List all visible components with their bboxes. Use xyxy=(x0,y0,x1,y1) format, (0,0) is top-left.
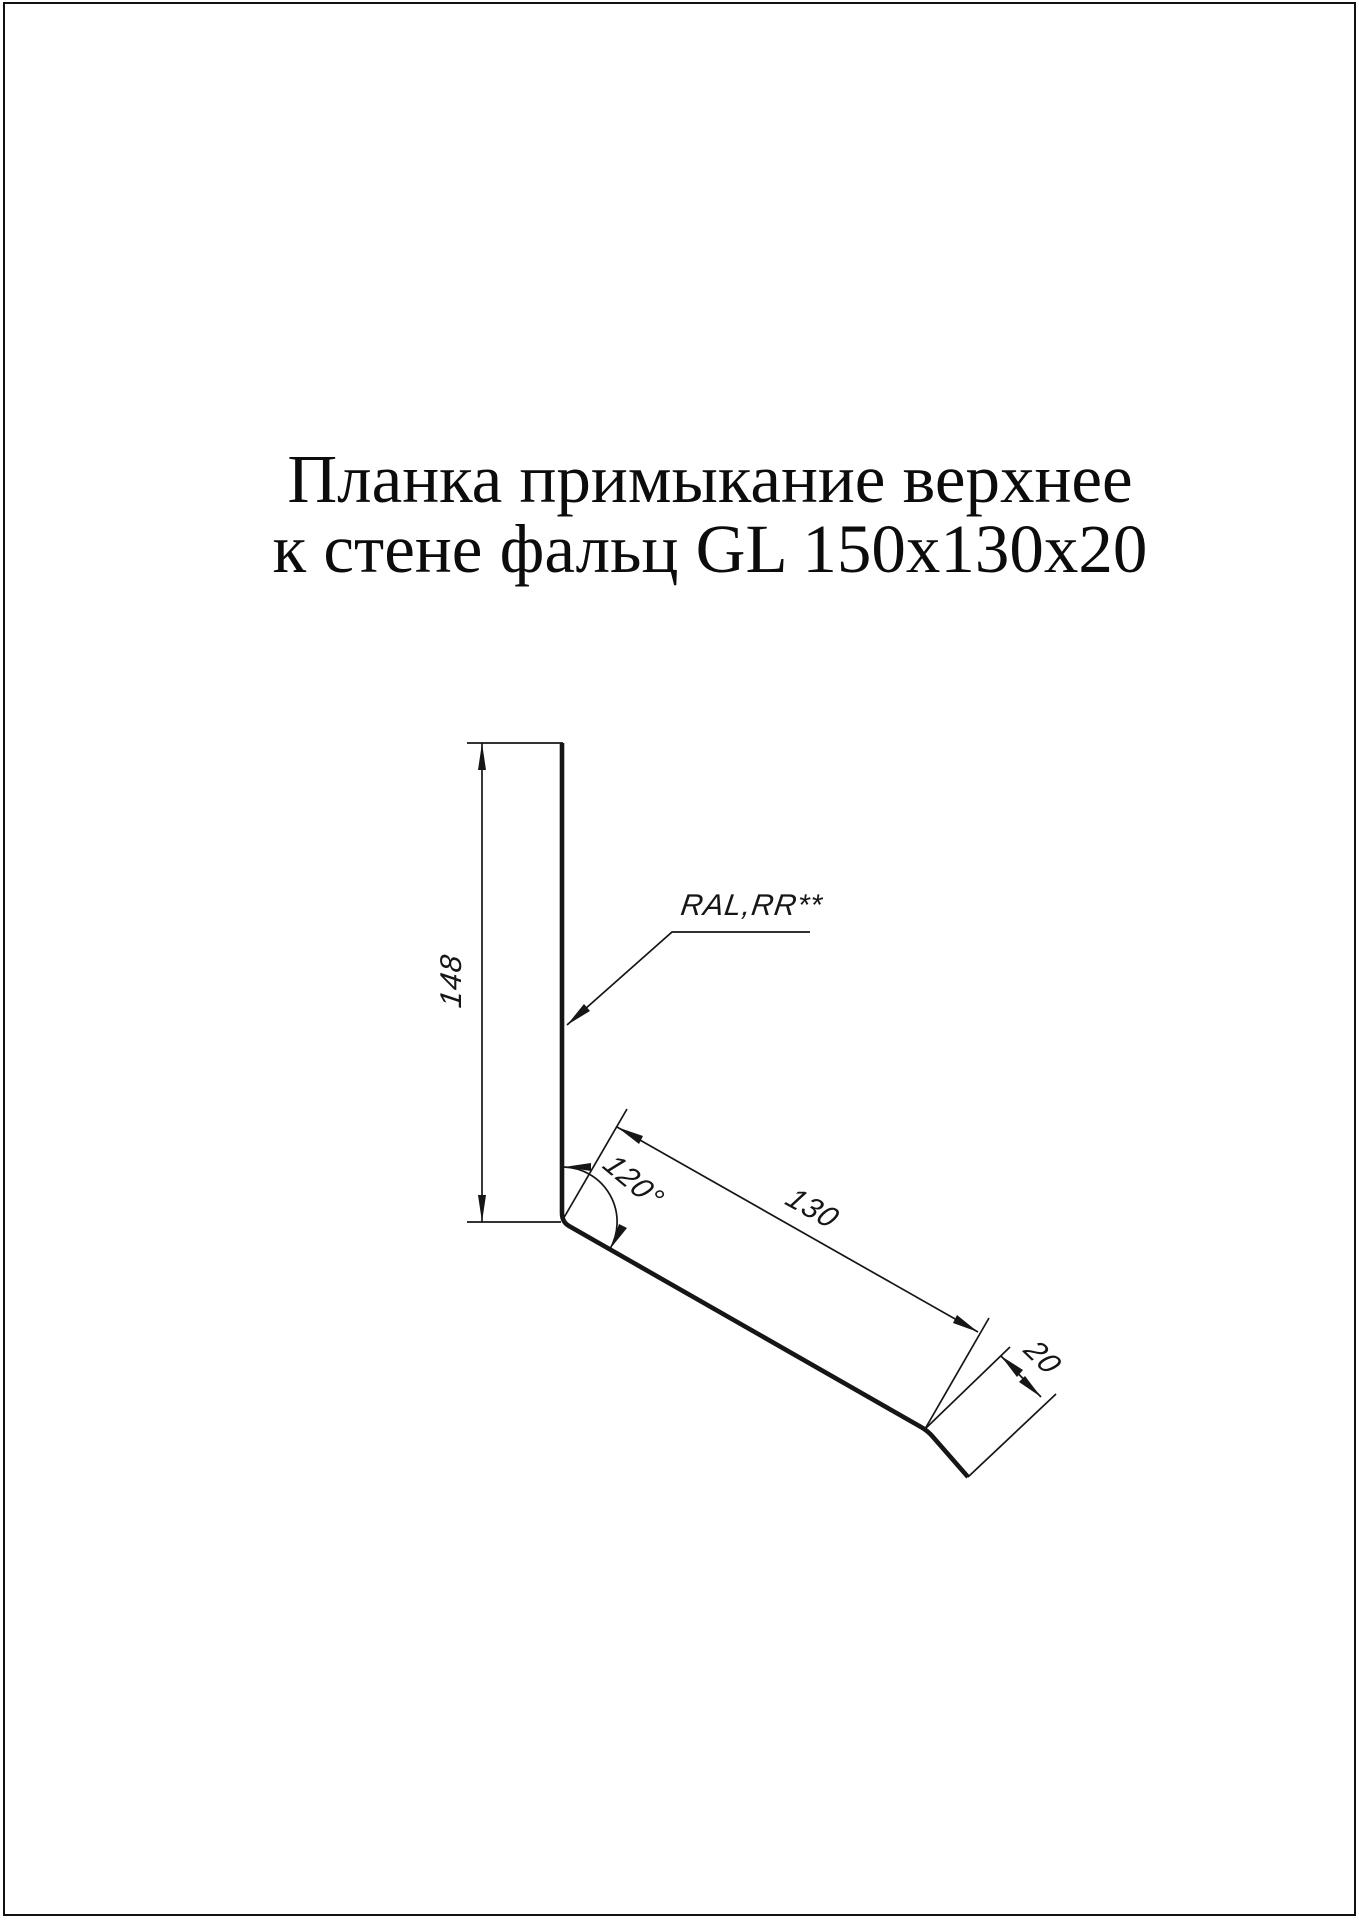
arrowhead-148-top xyxy=(478,743,486,770)
dim-line-130 xyxy=(617,1127,978,1332)
dim-label-angle-120: 120° xyxy=(595,1149,672,1215)
profile-outline xyxy=(562,743,968,1477)
arrowhead-leader xyxy=(567,1004,590,1025)
arrowhead-130-far xyxy=(953,1315,978,1332)
arrowhead-20-b xyxy=(1019,1376,1041,1397)
dim-label-20: 20 xyxy=(1016,1335,1069,1381)
arrowhead-130-near xyxy=(617,1127,643,1144)
leader-line xyxy=(567,932,810,1025)
title-line-1: Планка примыкание верхнее xyxy=(287,441,1133,517)
dim-label-130: 130 xyxy=(779,1182,846,1235)
extension-line-20-a xyxy=(925,1347,1010,1429)
arrowhead-arc-bottom xyxy=(610,1224,627,1249)
extension-line-130-far xyxy=(925,1318,989,1429)
arrowhead-148-bottom xyxy=(478,1195,486,1222)
title-line-2: к стене фальц GL 150x130x20 xyxy=(272,511,1148,587)
coating-note-label: RAL,RR** xyxy=(678,889,825,922)
extension-line-20-b xyxy=(968,1394,1056,1477)
dim-label-148: 148 xyxy=(435,952,468,1010)
